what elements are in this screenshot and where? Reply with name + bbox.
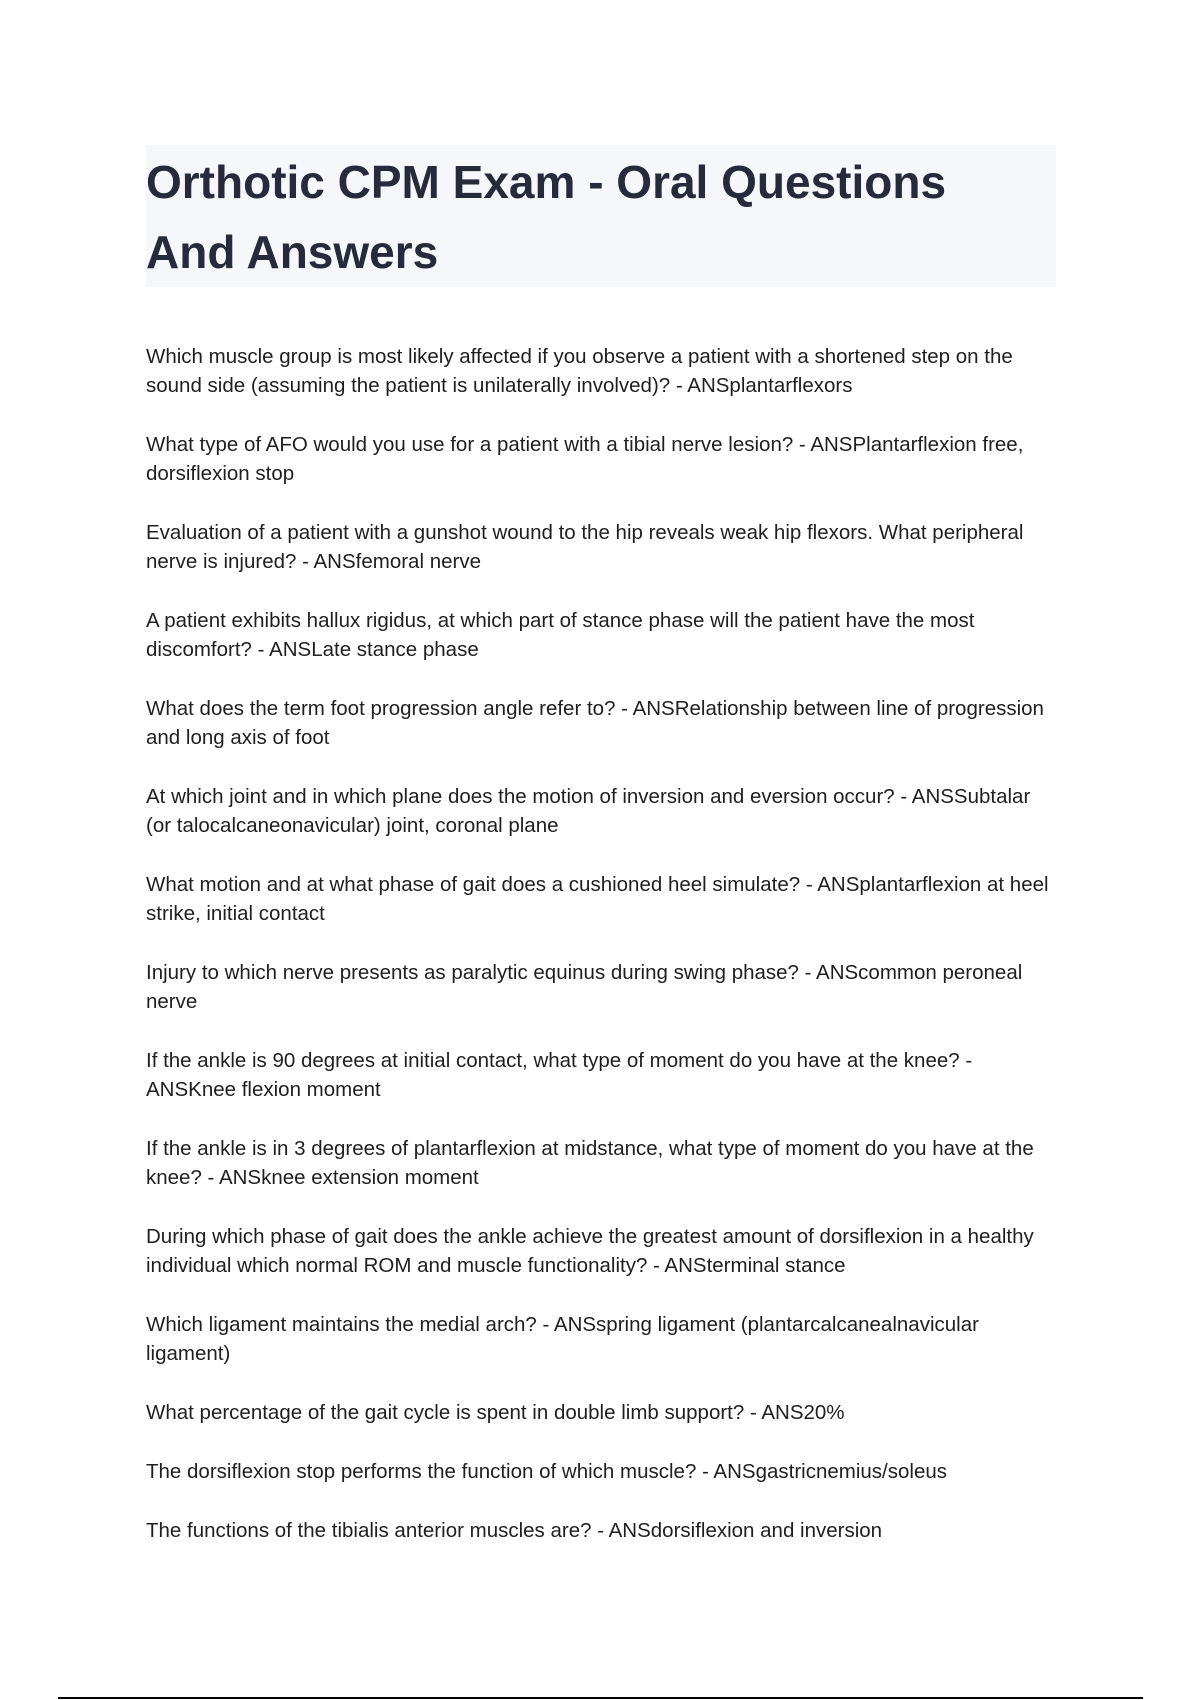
qa-item: What type of AFO would you use for a patient with a tibial nerve lesion? - ANSPlantarflexion free, dorsiflexion stop — [146, 433, 1024, 485]
qa-list — [146, 342, 1061, 1575]
qa-item: If the ankle is 90 degrees at initial contact, what type of moment do you have at the knee? - ANSKnee flexion moment — [146, 1049, 973, 1101]
page-title: Orthotic CPM Exam - Oral Questions And Answers — [146, 156, 947, 278]
title-banner — [146, 145, 1056, 287]
page-bottom-rule — [58, 1697, 1143, 1699]
qa-item: What percentage of the gait cycle is spent in double limb support? - ANS20% — [146, 1401, 845, 1424]
qa-item: Injury to which nerve presents as paralytic equinus during swing phase? - ANScommon peroneal nerve — [146, 961, 1023, 1013]
qa-item: At which joint and in which plane does the motion of inversion and eversion occur? - ANSSubtalar (or talocalcaneonavicular) joint, coronal plane — [146, 785, 1031, 837]
qa-item: If the ankle is in 3 degrees of plantarflexion at midstance, what type of moment do you have at the knee? - ANSknee extension moment — [146, 1137, 1034, 1189]
qa-item: Which muscle group is most likely affected if you observe a patient with a shortened step on the sound side (assuming the patient is unilaterally involved)? - ANSplantarflexors — [146, 345, 1013, 397]
qa-item: During which phase of gait does the ankle achieve the greatest amount of dorsiflexion in a healthy individual which normal ROM and muscle functionality? - ANSterminal stance — [146, 1225, 1034, 1277]
qa-item: The dorsiflexion stop performs the function of which muscle? - ANSgastricnemius/soleus — [146, 1460, 948, 1483]
qa-item: The functions of the tibialis anterior muscles are? - ANSdorsiflexion and inversion — [146, 1519, 883, 1542]
qa-item: What motion and at what phase of gait does a cushioned heel simulate? - ANSplantarflexion at heel strike, initial contact — [146, 873, 1049, 925]
qa-item: A patient exhibits hallux rigidus, at which part of stance phase will the patient have the most discomfort? - ANSLate stance phase — [146, 609, 975, 661]
qa-item: Which ligament maintains the medial arch? - ANSspring ligament (plantarcalcanealnavicular ligament) — [146, 1313, 979, 1365]
qa-item: What does the term foot progression angle refer to? - ANSRelationship between line of progression and long axis of foot — [146, 697, 1044, 749]
qa-item: Evaluation of a patient with a gunshot wound to the hip reveals weak hip flexors. What peripheral nerve is injured? - ANSfemoral nerve — [146, 521, 1024, 573]
